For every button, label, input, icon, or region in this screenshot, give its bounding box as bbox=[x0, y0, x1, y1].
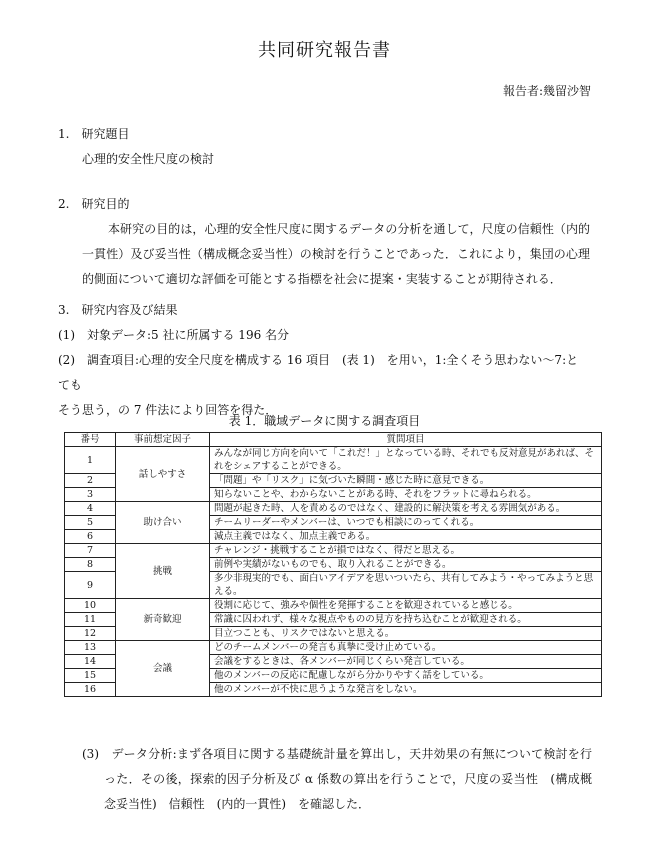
reporter-name: 報告者:幾留沙智 bbox=[502, 84, 591, 98]
row-number: 7 bbox=[65, 544, 116, 558]
survey-items-table bbox=[64, 432, 602, 697]
table-row bbox=[65, 641, 602, 655]
section-heading: 3. 研究内容及び結果 bbox=[58, 303, 178, 317]
row-number: 5 bbox=[65, 516, 116, 530]
list-item-survey-items-continued: そう思う，の 7 件法により回答を得た． bbox=[58, 403, 278, 417]
question-cell: 常識に囚われず、様々な視点やものの見方を持ち込むことが歓迎される。 bbox=[210, 613, 602, 627]
question-cell: みんなが同じ方向を向いて「これだ！」となっている時、それでも反対意見があれば、それをシェアすることができる。 bbox=[210, 447, 602, 474]
section-research-content bbox=[58, 298, 590, 423]
question-cell: 「問題」や「リスク」に気づいた瞬間・感じた時に意見できる。 bbox=[210, 474, 602, 488]
question-cell: 前例や実績がないものでも、取り入れることができる。 bbox=[210, 558, 602, 572]
table-row bbox=[65, 502, 602, 516]
question-cell: どのチームメンバーの発言も真摯に受け止めている。 bbox=[210, 641, 602, 655]
section-research-topic bbox=[58, 122, 214, 172]
header-question: 質問項目 bbox=[210, 433, 602, 447]
row-number: 6 bbox=[65, 530, 116, 544]
question-cell: 多少非現実的でも、面白いアイデアを思いついたら、共有してみよう・やってみようと思える。 bbox=[210, 572, 602, 599]
row-number: 2 bbox=[65, 474, 116, 488]
section-text: 本研究の目的は，心理的安全性尺度に関するデータの分析を通して，尺度の信頼性（内的一貫性）及び妥当性（構成概念妥当性）の検討を行うことであった．これにより，集団の心理的側面について適切な評価を可能とする指標を社会に提案・実装することが期待される． bbox=[82, 222, 590, 286]
list-item-target-data: (1) 対象データ:5 社に所属する 196 名分 bbox=[58, 328, 290, 342]
question-cell: 問題が起きた時、人を責めるのではなく、建設的に解決策を考える雰囲気がある。 bbox=[210, 502, 602, 516]
factor-cell: 助け合い bbox=[116, 502, 210, 544]
section-data-analysis bbox=[82, 742, 592, 817]
header-factor: 事前想定因子 bbox=[116, 433, 210, 447]
factor-cell: 話しやすさ bbox=[116, 447, 210, 502]
table-row bbox=[65, 447, 602, 474]
row-number: 3 bbox=[65, 488, 116, 502]
question-cell: チャレンジ・挑戦することが損ではなく、得だと思える。 bbox=[210, 544, 602, 558]
question-cell: 減点主義ではなく、加点主義である。 bbox=[210, 530, 602, 544]
table-caption: 表 1．職域データに関する調査項目 bbox=[228, 414, 421, 428]
row-number: 9 bbox=[65, 572, 116, 599]
row-number: 15 bbox=[65, 669, 116, 683]
list-item-survey-items: (2) 調査項目:心理的安全尺度を構成する 16 項目 (表 1) を用い，1:全くそう思わない～7:とても bbox=[58, 353, 579, 392]
row-number: 8 bbox=[65, 558, 116, 572]
section-heading: 1. 研究題目 bbox=[58, 127, 130, 141]
row-number: 16 bbox=[65, 683, 116, 697]
section-research-purpose bbox=[58, 192, 590, 292]
question-cell: 他のメンバーが不快に思うような発言をしない。 bbox=[210, 683, 602, 697]
question-cell: 他のメンバーの反応に配慮しながら分かりやすく話をしている。 bbox=[210, 669, 602, 683]
table-row bbox=[65, 599, 602, 613]
row-number: 11 bbox=[65, 613, 116, 627]
table-header-row bbox=[65, 433, 602, 447]
list-item-data-analysis: (3) データ分析:まず各項目に関する基礎統計量を算出し，天井効果の有無について検討を行った．その後，探索的因子分析及び α 係数の算出を行うことで，尺度の妥当性 (構成概念妥当性) 信頼性 (内的一貫性) を確認した． bbox=[82, 747, 592, 811]
question-cell: 会議をするときは、各メンバーが同じくらい発言している。 bbox=[210, 655, 602, 669]
factor-cell: 新奇歓迎 bbox=[116, 599, 210, 641]
section-heading: 2. 研究目的 bbox=[58, 197, 130, 211]
row-number: 14 bbox=[65, 655, 116, 669]
row-number: 13 bbox=[65, 641, 116, 655]
factor-cell: 挑戦 bbox=[116, 544, 210, 599]
table-row bbox=[65, 544, 602, 558]
factor-cell: 会議 bbox=[116, 641, 210, 697]
row-number: 10 bbox=[65, 599, 116, 613]
question-cell: チームリーダーやメンバーは、いつでも相談にのってくれる。 bbox=[210, 516, 602, 530]
question-cell: 知らないことや、わからないことがある時、それをフラットに尋ねられる。 bbox=[210, 488, 602, 502]
report-title: 共同研究報告書 bbox=[258, 40, 391, 61]
question-cell: 目立つことも、リスクではないと思える。 bbox=[210, 627, 602, 641]
row-number: 12 bbox=[65, 627, 116, 641]
header-number: 番号 bbox=[65, 433, 116, 447]
section-text: 心理的安全性尺度の検討 bbox=[82, 152, 215, 166]
row-number: 1 bbox=[65, 447, 116, 474]
question-cell: 役割に応じて、強みや個性を発揮することを歓迎されていると感じる。 bbox=[210, 599, 602, 613]
row-number: 4 bbox=[65, 502, 116, 516]
